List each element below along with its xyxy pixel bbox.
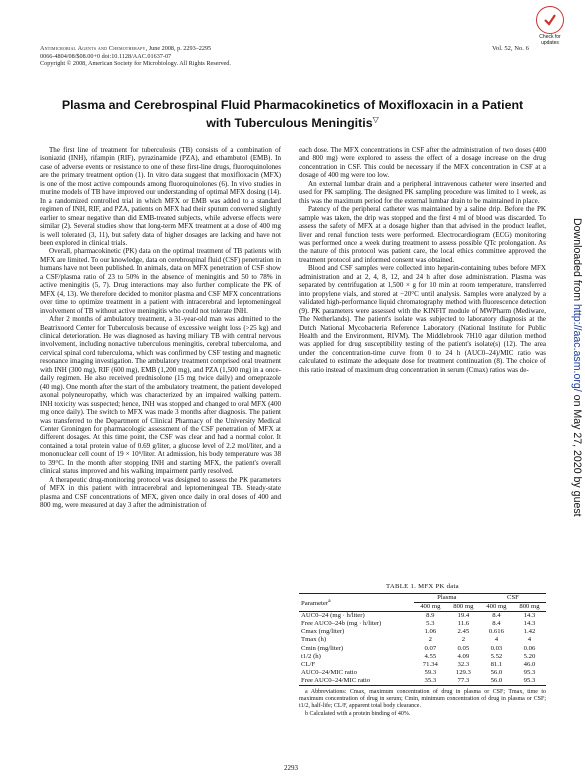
table-cell: 0.07 — [424, 644, 437, 652]
csf-header: CSF — [480, 594, 546, 603]
table-row — [299, 677, 546, 685]
pk-data-table — [299, 594, 546, 685]
table-cell: 2.45 — [457, 628, 470, 636]
table-cell: 32.3 — [457, 660, 470, 668]
dose-header: 800 mg — [453, 603, 474, 611]
badge-label: Check for updates — [539, 34, 561, 46]
table-row — [299, 661, 546, 669]
table-row — [299, 669, 546, 677]
row-label: AUC0–24 (mg · h/liter) — [301, 612, 365, 620]
table-cell: 1.06 — [424, 628, 437, 636]
title-mark: ▽ — [372, 114, 379, 124]
row-label: AUC0–24/MIC ratio — [301, 668, 357, 676]
table-cell: 0.03 — [490, 644, 503, 652]
copyright-line: Copyright © 2008, American Society for Microbiology. All Rights Reserved. — [40, 60, 231, 68]
table-cell: 77.3 — [457, 676, 470, 684]
row-label: t1/2 (h) — [301, 652, 321, 660]
table-cell: 5.20 — [523, 652, 536, 660]
table-cell: 8.4 — [492, 612, 501, 620]
table-cell: 8.4 — [492, 620, 501, 628]
paragraph: Blood and CSF samples were collected into heparin-containing tubes before MFX administration and at 2, 4, 8, 12, and 24 h after dose administration. Plasma was separated by centrifugation at 1,500 × g for 10 min at room temperature, transferred into propylene vials, and stored at −20°C until analysis. Samples were analyzed by a validated high-performance liquid chromatography method with fluorescence detection (9). PK parameters were assessed with the KINFIT module of MWPharm (Mediware, The Netherlands). The patient's isolate was subjected to laboratory diagnosis at the Dutch National Mycobacteria Reference Laboratory (National Institute for Public Health and the Environment, RIVM). The Middlebrook 7H10 agar dilution method was applied for drug susceptibility testing of the patient's isolate(s) (12). The area under the concentration-time curve from 0 to 24 h (AUC0–24)/MIC ratio was calculated to estimate the adequate dose for treatment continuation (8). The choice of this ratio instead of maximum drug concentration in serum (Cmax) ratios was de- — [299, 264, 546, 374]
table-cell: 4 — [527, 636, 532, 644]
table-cell: 2 — [428, 636, 432, 644]
issue-pages: , June 2008, p. 2293–2295 — [145, 45, 212, 52]
table-cell: 1.42 — [523, 628, 536, 636]
paragraph: each dose. The MFX concentrations in CSF after the administration of two doses (400 and 800 mg) were explored to assess the effect of a dosage increase on the drug concentration in CSF. This could be necessary if the MFX concentration in CSF at a dosage of 400 mg were too low. — [299, 146, 546, 180]
dose-header: 400 mg — [486, 603, 507, 611]
table-footnote-a: a Abbreviations: Cmax, maximum concentration of drug in plasma or CSF; Tmax, time to maximum concentration of drug in serum; Cmin, minimum concentration of drug in plasma or CSF; t1/2, half-life; CL/F, apparent total body clearance. — [299, 689, 546, 710]
table-cell: 0.05 — [457, 644, 470, 652]
table-cell: 95.3 — [523, 676, 536, 684]
table-cell: 59.3 — [424, 668, 437, 676]
crossmark-icon — [536, 6, 564, 34]
row-label: Free AUC0–24b (mg · h/liter) — [301, 620, 382, 628]
table-cell: 4.55 — [424, 652, 437, 660]
download-link[interactable]: http://aac.asm.org/ — [571, 303, 583, 392]
table-cell: 5.52 — [490, 652, 503, 660]
paragraph: An external lumbar drain and a peripheral intravenous catheter were inserted and used for PK sampling. The designed PK sampling procedure was limited to 1 week, as this was the maximum period for the external lumbar drain to be maintained in place. — [299, 179, 546, 205]
paragraph: A therapeutic drug-monitoring protocol was designed to assess the PK parameters of MFX in this patient with intracerebral and leptomeningeal TB. Steady-state plasma and CSF concentrations of MFX, given once daily in oral doses of 400 and 800 mg, were measured at day 3 after the administration of — [40, 475, 281, 510]
table-caption: TABLE 1. MFX PK data — [386, 583, 459, 590]
volume-info: Vol. 52, No. 6 — [492, 45, 529, 52]
table-body — [299, 612, 546, 685]
table-cell: 56.0 — [490, 668, 503, 676]
journal-name: Antimicrobial Agents and Chemotherapy — [40, 45, 146, 52]
param-header: Parameter$^a$ — [301, 597, 331, 608]
table-1 — [299, 583, 546, 718]
paragraph: Overall, pharmacokinetic (PK) data on the optimal treatment of TB patients with MFX are limited. To our knowledge, data on cerebrospinal fluid (CSF) penetration in humans have not been published. In animals, data on MFX penetration of CSF show a CSF/plasma ratio of 23 to 50% in the absence of meningitis and 50 to 78% in active meningitis (5, 7). Drug interactions may also further complicate the PK of MFX (4, 13). We therefore decided to monitor plasma and CSF MFX concentrations over time to optimize treatment in a patient with intracerebral and leptomeningeal involvement of TB without active meningitis who could not tolerate INH. — [40, 247, 281, 315]
download-notice — [571, 218, 583, 517]
table-cell: 5.3 — [426, 620, 435, 628]
table-row — [299, 620, 546, 628]
table-cell: 81.1 — [490, 660, 503, 668]
table-cell: 46.0 — [523, 660, 536, 668]
doi-line: 0066-4804/08/$08.00+0 doi:10.1128/AAC.01637-07 — [40, 52, 172, 60]
table-row — [299, 645, 546, 653]
table-cell: 35.3 — [424, 676, 437, 684]
table-row — [299, 653, 546, 661]
table-cell: 14.3 — [523, 620, 536, 628]
table-cell: 2 — [461, 636, 466, 644]
table-cell: 0.06 — [523, 644, 536, 652]
table-cell: 0.616 — [488, 628, 504, 636]
paragraph: The first line of treatment for tuberculosis (TB) consists of a combination of isoniazid (INH), rifampin (RIF), pyrazinamide (PZA), and ethambutol (EMB). In case of adverse events or resistance to one of these first-line drugs, fluoroquinolones are the primary treatment option (1). In vitro data suggest that moxifloxacin (MFX) is one of the most active compounds among fluoroquinolones (6). In vivo studies in murine models of TB have improved our understanding of optimal MFX dosing (14). In a randomized controlled trial in which MFX or EMB was added to a standard regimen of INH, RIF, and PZA, patients on MFX had their sputum converted slightly earlier to smear negative than did EMB-treated subjects, while adverse effects were similar (2). Several studies show that long-term MFX treatment at a dose of 400 mg is well tolerated (3, 11), but safety data of higher dosages are lacking and have not been explored in clinical trials. — [40, 146, 281, 247]
right-column — [299, 146, 546, 374]
table-row — [299, 612, 546, 621]
row-label: Cmin (mg/liter) — [301, 644, 344, 652]
table-row — [299, 628, 546, 636]
row-label: Cmax (mg/liter) — [301, 628, 345, 636]
table-cell: 11.6 — [457, 620, 470, 628]
table-cell: 4 — [494, 636, 499, 644]
table-cell: 71.34 — [422, 660, 438, 668]
title-line-1: Plasma and Cerebrospinal Fluid Pharmacokinetics of Moxifloxacin in a Patient — [61, 98, 524, 112]
row-label: Tmax (h) — [301, 636, 327, 644]
dose-header: 800 mg — [519, 603, 540, 611]
dose-header: 400 mg — [420, 603, 441, 611]
paragraph: Patency of the peripheral catheter was maintained by a saline drip. Before the PK sample was taken, the drip was stopped and the first 4 ml of blood was discarded. To assess the safety of MFX at a dosage higher than that advised in the product leaflet, liver and renal function tests were performed. Electrocardiogram (ECG) monitoring was performed once a week during treatment to assess possible QTc prolongation. As the nature of this protocol was patient care, the local ethics committee approved the treatment protocol and informed consent was obtained. — [299, 205, 546, 264]
title-line-2: with Tuberculous Meningitis — [206, 115, 373, 130]
check-for-updates-badge[interactable] — [530, 6, 570, 46]
row-label: CL/F — [301, 660, 316, 668]
table-cell: 8.9 — [426, 612, 435, 620]
table-cell: 129.3 — [455, 668, 471, 676]
table-cell: 14.3 — [523, 612, 536, 620]
running-header — [40, 45, 370, 68]
table-cell: 95.3 — [523, 668, 536, 676]
table-cell: 4.09 — [457, 652, 470, 660]
article-title — [40, 98, 545, 130]
paragraph: After 2 months of ambulatory treatment, a 31-year-old man was admitted to the Beatrixoord Center for Tuberculosis because of excessive weight loss (>25 kg) and clinical deterioration. He was diagnosed as having miliary TB with central nervous involvement, including nonactive tuberculous meningitis, cerebral tuberculoma, and cervical spinal cord tuberculoma, which was confirmed by CSF testing and magnetic resonance imaging investigation. The ambulatory treatment comprised oral treatment with INH (300 mg), RIF (600 mg), EMB (1,200 mg), and PZA (1,500 mg) in a once-daily regimen. He also received prednisolone (15 mg twice daily) and omeprazole (40 mg). One month after the start of the ambulatory treatment, the patient developed axonal polyneuropathy, which was characterized by an impaired walking pattern. INH toxicity was suspected; hence, INH was stopped and changed to oral MFX (400 mg once daily). The switch to MFX was made 3 months after diagnosis. The patient was transferred to the Department of Clinical Pharmacy of the University Medical Center Groningen for pharmacologic assessment of the CSF penetration of MFX at different dosages. At this time point, the CSF was clear and had a normal color. It contained a total protein value of 0.69 g/liter, a glucose level of 2.2 mol/liter, and a mononuclear cell count of 19 × 10⁶/liter. At admission, his body temperature was 38 to 39°C. In the month after stopping INH and starting MFX, the patient's overall clinical status improved and his walking impairment partly resolved. — [40, 315, 281, 476]
table-footnote-b: b Calculated with a protein binding of 40%. — [305, 710, 411, 717]
table-row — [299, 636, 546, 644]
row-label: Free AUC0–24/MIC ratio — [301, 676, 371, 684]
table-cell: 19.4 — [457, 612, 470, 620]
page-number: 2293 — [284, 764, 298, 772]
left-column — [40, 146, 281, 509]
table-cell: 56.0 — [490, 676, 503, 684]
plasma-header: Plasma — [414, 594, 480, 603]
download-suffix: on May 27, 2020 by guest — [571, 391, 583, 517]
download-prefix: Downloaded from — [571, 218, 583, 304]
